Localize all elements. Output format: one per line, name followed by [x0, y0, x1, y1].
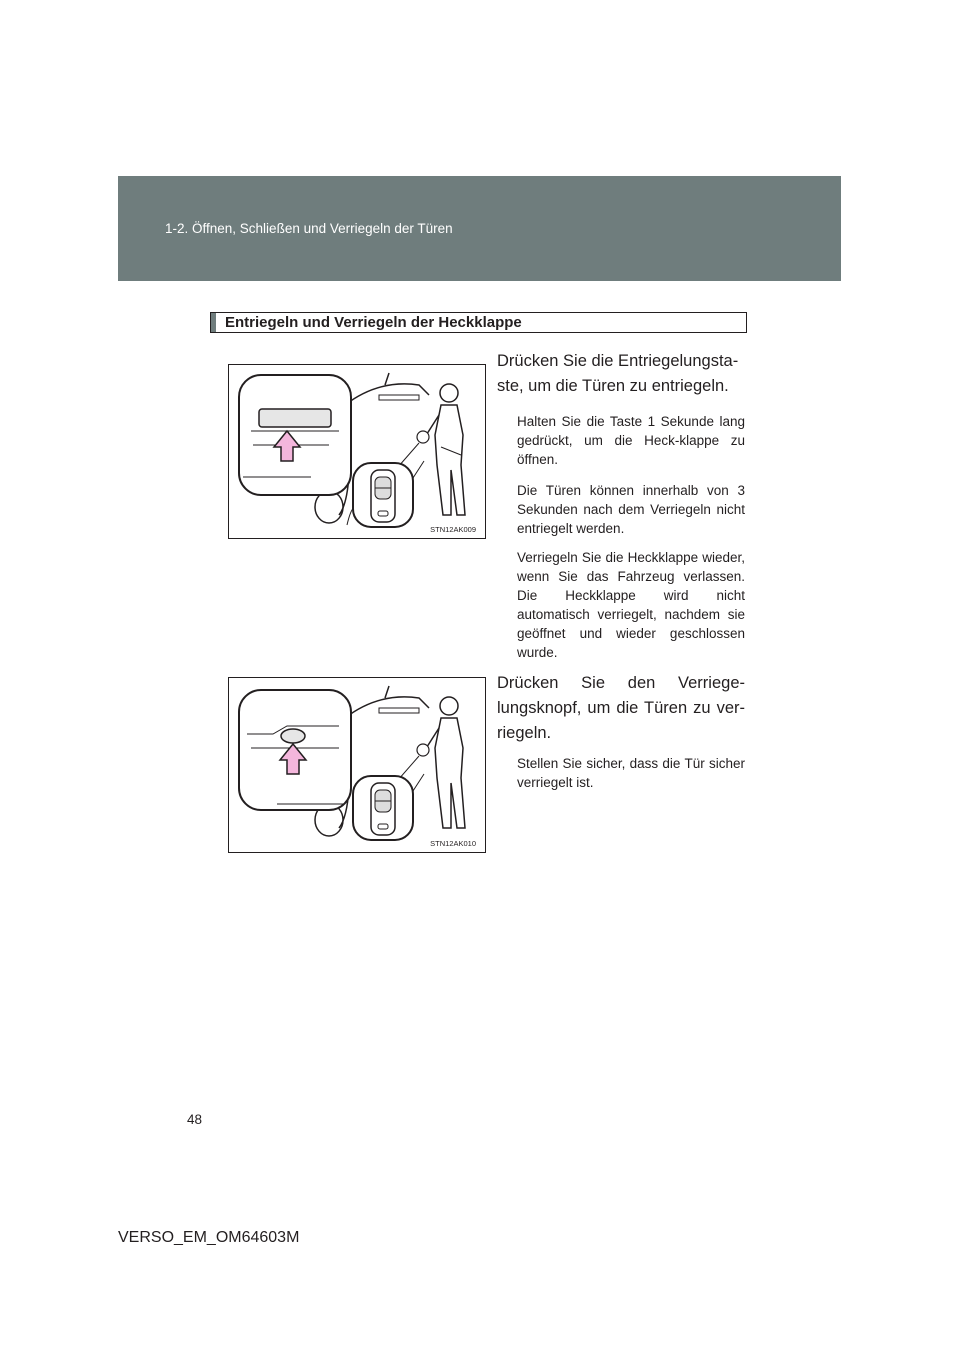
lock-illustration-svg [229, 678, 485, 852]
page-number: 48 [187, 1112, 203, 1127]
chapter-header: 1-2. Öffnen, Schließen und Verriegeln der Türen [165, 221, 453, 236]
lock-note-1: Stellen Sie sicher, dass die Tür sicher verriegelt ist. [517, 756, 745, 790]
section-title-marker [211, 313, 216, 332]
unlock-note-1: Halten Sie die Taste 1 Sekunde lang gedrückt, um die Heck-klappe zu öffnen. [517, 414, 745, 467]
figure-code-2: STN12AK010 [430, 839, 476, 848]
section-title-box [210, 312, 747, 333]
unlock-note-2: Die Türen können innerhalb von 3 Sekunden nach dem Verriegeln nicht entriegelt werden. [517, 483, 745, 536]
illustration-lock [228, 677, 486, 853]
unlock-note-3: Verriegeln Sie die Heckklappe wieder, wenn Sie das Fahrzeug verlassen. Die Heckklappe wird nicht automatisch verriegelt, nachdem sie geöffnet und wieder geschlossen wurde. [517, 550, 745, 660]
illustration-unlock [228, 364, 486, 539]
lock-instruction: Drücken Sie den Verriege-lungsknopf, um die Türen zu ver-riegeln. [497, 674, 745, 742]
unlock-instruction: Drücken Sie die Entriegelungsta-ste, um die Türen zu entriegeln. [497, 352, 739, 395]
unlock-illustration-svg [229, 365, 485, 538]
figure-code-1: STN12AK009 [430, 525, 476, 534]
section-title: Entriegeln und Verriegeln der Heckklappe [225, 314, 522, 331]
document-code: VERSO_EM_OM64603M [118, 1229, 300, 1246]
